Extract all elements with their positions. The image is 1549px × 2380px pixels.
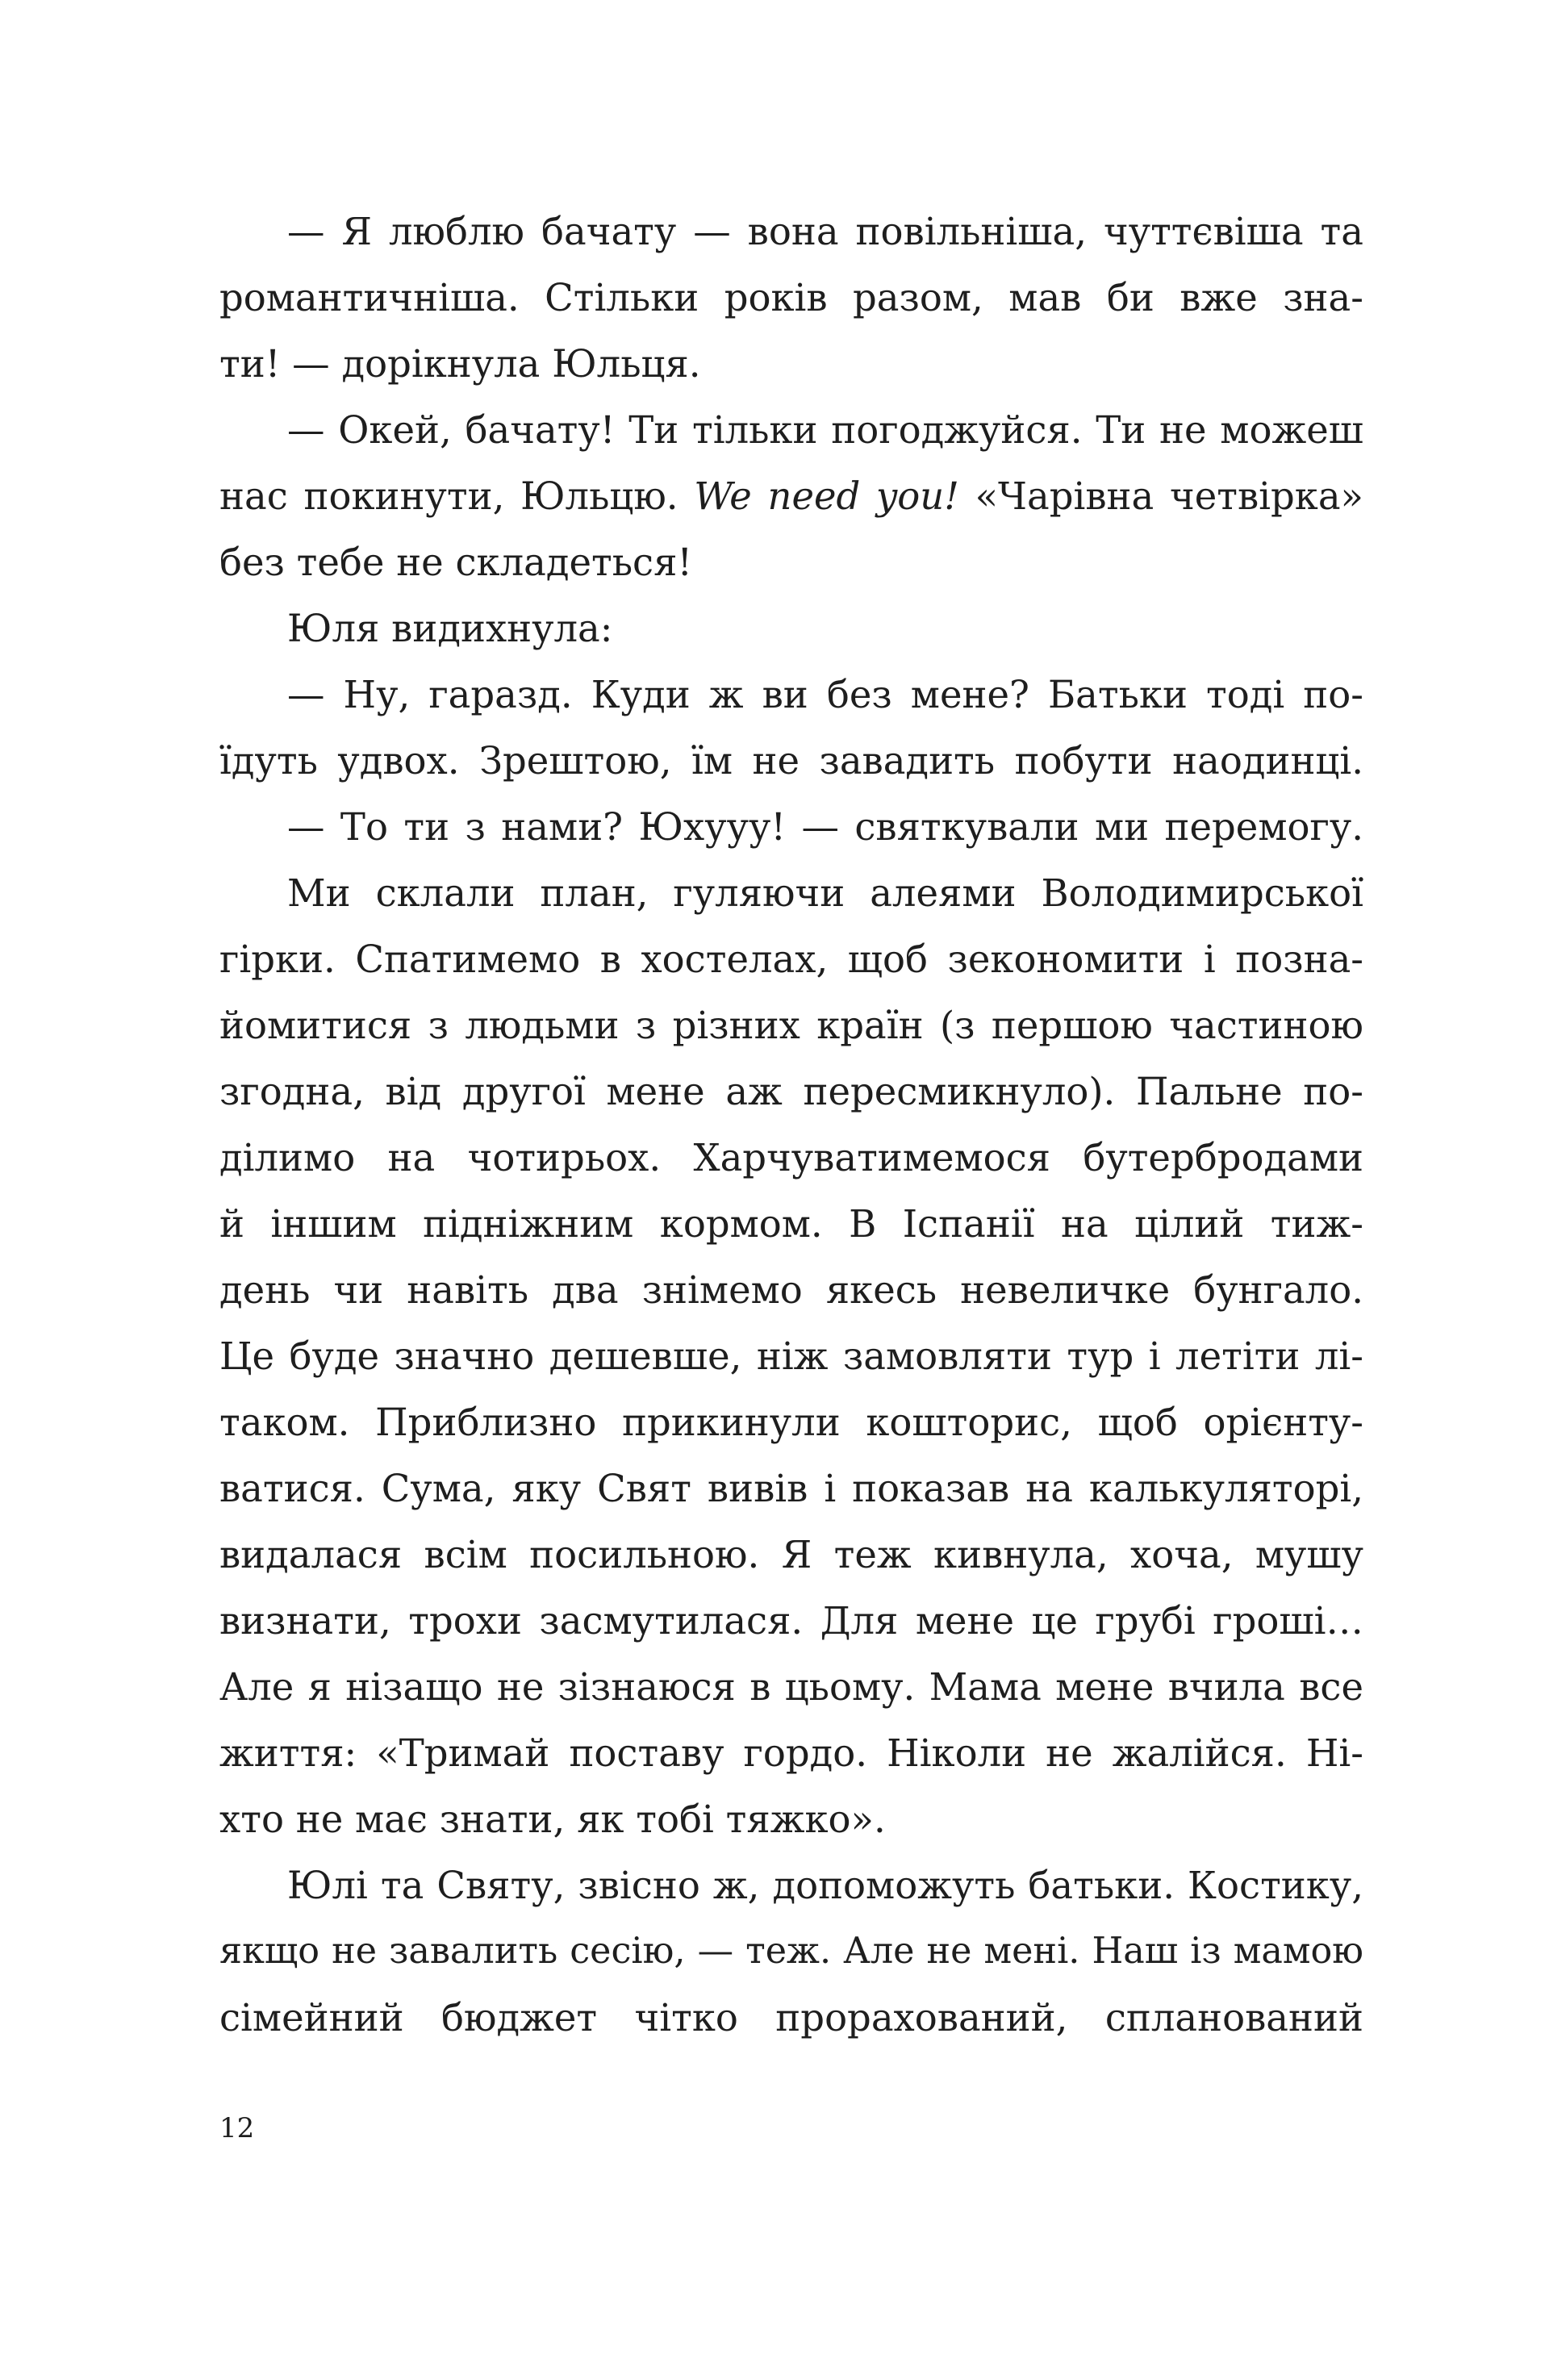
text-line: ти! — дорікнула Юльця. xyxy=(219,342,701,386)
text-line: гірки. Спатимемо в хостелах, щоб зекономити і позна- xyxy=(219,937,1363,981)
text-line: Ми склали план, гуляючи алеями Володимирської xyxy=(287,871,1363,915)
page-number: 12 xyxy=(219,2112,255,2144)
text-span: нас покинути, Юльцю. xyxy=(219,474,695,518)
text-line: — Я люблю бачату — вона повільніша, чуттєвіша та xyxy=(287,210,1363,253)
text-line: день чи навіть два знімемо якесь невеличке бунгало. xyxy=(219,1268,1363,1312)
text-line: романтичніша. Стільки років разом, мав би вже зна- xyxy=(219,276,1363,319)
body-text xyxy=(219,198,1363,2051)
italic-phrase: We need you! xyxy=(694,474,959,518)
text-line: Але я нізащо не зізнаюся в цьому. Мама мене вчила все xyxy=(219,1665,1363,1709)
text-line: Юля видихнула: xyxy=(287,607,613,650)
text-line: згодна, від другої мене аж пересмикнуло). Пальне по- xyxy=(219,1070,1363,1113)
text-line: ділимо на чотирьох. Харчуватимемося бутербродами xyxy=(219,1136,1363,1180)
text-line: життя: «Тримай поставу гордо. Ніколи не жалійся. Ні- xyxy=(219,1731,1363,1775)
text-line: йомитися з людьми з різних країн (з першою частиною xyxy=(219,1004,1363,1047)
text-line: таком. Приблизно прикинули кошторис, щоб орієнту- xyxy=(219,1401,1363,1444)
text-line: хто не має знати, як тобі тяжко». xyxy=(219,1798,886,1841)
text-line: — Ну, гаразд. Куди ж ви без мене? Батьки тоді по- xyxy=(287,673,1363,716)
text-line xyxy=(219,463,1363,529)
text-line: й іншим підніжним кормом. В Іспанії на цілий тиж- xyxy=(219,1202,1363,1246)
text-line: — То ти з нами? Юхууу! — святкували ми перемогу. xyxy=(287,805,1363,849)
text-line: Це буде значно дешевше, ніж замовляти тур і летіти лі- xyxy=(219,1334,1363,1378)
text-line: — Окей, бачату! Ти тільки погоджуйся. Ти не можеш xyxy=(287,408,1363,452)
text-line: ватися. Сума, яку Свят вивів і показав на калькуляторі, xyxy=(219,1467,1363,1510)
text-line: якщо не завалить сесію, — теж. Але не мені. Наш із мамою xyxy=(219,1931,1363,1972)
text-line: Юлі та Святу, звісно ж, допоможуть батьки. Костику, xyxy=(287,1864,1363,1907)
text-line: без тебе не складеться! xyxy=(219,541,693,584)
text-line: сімейний бюджет чітко прорахований, спланований xyxy=(219,1996,1363,2040)
text-line: визнати, трохи засмутилася. Для мене це грубі гроші… xyxy=(219,1599,1363,1643)
text-line: видалася всім посильною. Я теж кивнула, хоча, мушу xyxy=(219,1533,1363,1576)
text-line: їдуть удвох. Зрештою, їм не завадить побути наодинці. xyxy=(219,739,1363,783)
text-span: «Чарівна четвірка» xyxy=(958,474,1363,518)
